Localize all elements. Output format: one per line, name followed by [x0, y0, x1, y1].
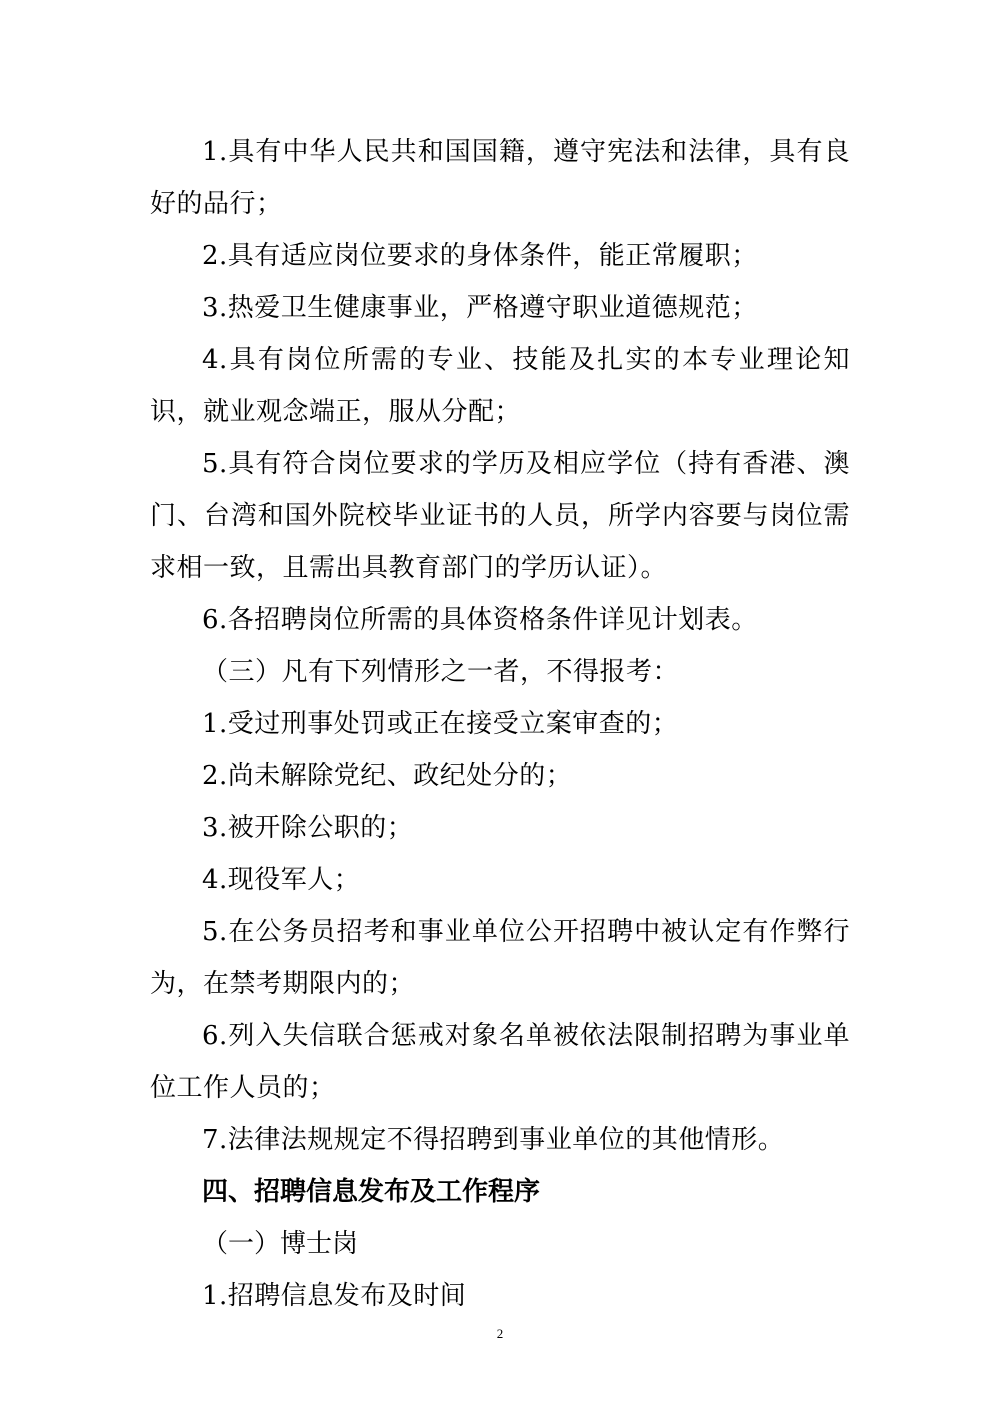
subsection-heading: （一）博士岗 [202, 1229, 359, 1259]
exclusion-intro-paragraph: （三）凡有下列情形之一者，不得报考： [202, 657, 680, 687]
condition-paragraph: 1.具有中华人民共和国国籍，遵守宪法和法律，具有良好的品行； [150, 137, 850, 219]
exclusion-paragraph: 6.列入失信联合惩戒对象名单被依法限制招聘为事业单位工作人员的； [150, 1021, 850, 1103]
page-number: 2 [496, 1326, 504, 1341]
exclusion-paragraph: 4.现役军人； [202, 865, 361, 895]
exclusion-paragraph: 2.尚未解除党纪、政纪处分的； [202, 761, 573, 791]
condition-paragraph: 3.热爱卫生健康事业，严格遵守职业道德规范； [202, 293, 758, 323]
document-body [150, 126, 850, 1322]
condition-paragraph: 4.具有岗位所需的专业、技能及扎实的本专业理论知识，就业观念端正，服从分配； [150, 345, 850, 427]
condition-paragraph: 2.具有适应岗位要求的身体条件，能正常履职； [202, 241, 758, 271]
exclusion-paragraph: 7.法律法规规定不得招聘到事业单位的其他情形。 [202, 1125, 785, 1155]
condition-paragraph: 6.各招聘岗位所需的具体资格条件详见计划表。 [202, 605, 758, 635]
exclusion-paragraph: 5.在公务员招考和事业单位公开招聘中被认定有作弊行为，在禁考期限内的； [150, 917, 850, 999]
item-heading: 1.招聘信息发布及时间 [202, 1281, 467, 1311]
section-heading: 四、招聘信息发布及工作程序 [202, 1177, 541, 1207]
exclusion-paragraph: 3.被开除公职的； [202, 813, 414, 843]
exclusion-paragraph: 1.受过刑事处罚或正在接受立案审查的； [202, 709, 679, 739]
condition-paragraph: 5.具有符合岗位要求的学历及相应学位（持有香港、澳门、台湾和国外院校毕业证书的人员，所学内容要与岗位需求相一致，且需出具教育部门的学历认证）。 [150, 449, 850, 583]
